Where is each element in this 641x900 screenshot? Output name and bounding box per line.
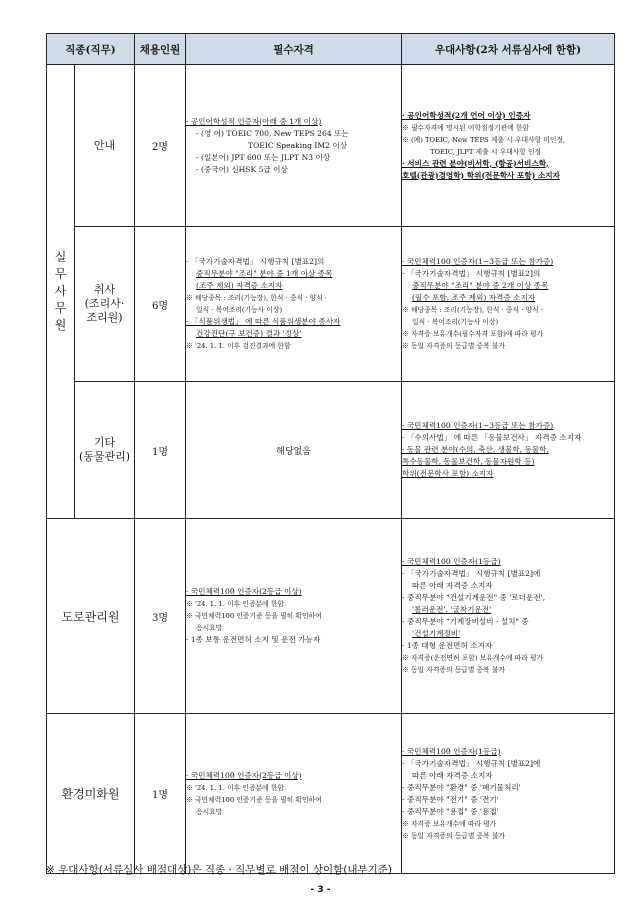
preferred-cell: · 국민체력100 인증자(1~3등급 또는 참가증) · 「국가기술자격법」 시행규칙 [별표2]의 중직무분야 "조리" 분야 중 2개 이상 종목 (필수 포함, 조주 제외) 자격증 소지자 ※ 해당종목 : 조리(기능장), 한식 · 중식 · 양식 · 일식 · 복어조리(기능사 이상) ※ 자격증 보유개수(필수자격 포함)에 따라 평가 ※ 동일 자격증의 등급별 중복 불가 bbox=[402, 227, 615, 382]
table-row bbox=[47, 519, 615, 714]
preferred-cell: · 국민체력100 인증자(1등급) · 「국가기술자격법」 시행규칙 [별표2]에 따른 아래 자격증 소지자 - 중직무분야 "환경" 중 '폐기물처리' - 중직무분야 "전기" 중 '전기' - 중직무분야 "용접" 중 '용접' ※ 자격증 보유개수에 따라 평가 ※ 동일 자격증의 등급별 중복 불가 bbox=[402, 714, 615, 874]
required-cell: · 국민체력100 인증자(2등급 이상) ※ '24. 1. 1. 이후 인증분에 한함 ※ 국민체력100 인증기준 등을 필히 확인하여 응시요망 · 1종 보통 운전면허 소지 및 운전 가능자 bbox=[186, 519, 402, 714]
job-name: 취사 (조리사· 조리원) bbox=[75, 227, 135, 382]
job-name: 기타 (동물관리) bbox=[75, 382, 135, 519]
job-count: 2명 bbox=[135, 65, 186, 227]
table-row bbox=[47, 382, 615, 519]
required-cell: · 「국가기술자격법」 시행규칙 [별표2]의 중직무분야 "조리" 분야 중 1개 이상 종목 (조주 제외) 자격증 소지자 ※ 해당종목 : 조리(기능장), 한식 · 중식 · 양식 · 일식 · 복어조리(기능사 이상) · 「식품위생법」 에 따른 식품위생분야 종사자 건강진단(구 보건증) 결과 '정상' ※ '24. 1. 1. 이후 검진결과에 한함 bbox=[186, 227, 402, 382]
table-row bbox=[47, 65, 615, 227]
preferred-cell: · 국민체력100 인증자(1등급) · 「국가기술자격법」 시행규칙 [별표2]에 따른 아래 자격증 소지자 - 중직무분야 "건설기계운전" 중 '로더운전', '롤러운전', '굴착기운전' - 중직무분야 "기계장비설비 · 설치" 중 '건설기계정비' · 1종 대형 운전면허 소지자 ※ 자격증(운전면허 포함) 보유개수에 따라 평가 ※ 동일 자격증의 등급별 중복 불가 bbox=[402, 519, 615, 714]
header-preferred: 우대사항(2차 서류심사에 한함) bbox=[402, 34, 615, 65]
job-name: 도로관리원 bbox=[47, 519, 135, 714]
table-row bbox=[47, 714, 615, 874]
required-cell: · 공인어학성적 인증자(아래 중 1개 이상) - (영 어) TOEIC 700, New TEPS 264 또는 TOEIC Speaking IM2 이상 - (일본어) JPT 600 또는 JLPT N3 이상 - (중국어) 신HSK 5급 이상 bbox=[186, 65, 402, 227]
job-count: 6명 bbox=[135, 227, 186, 382]
preferred-cell: · 공인어학성적(2개 언어 이상) 인증자 ※ 필수자격에 명시된 어학점정기관에 한함 ※ (예) TOEIC, New TEPS 제출 시 우대사항 미인정, TOEIC, JLPT 제출 시 우대사항 인정 · 서비스 관련 분야(비서학, (항공)서비스학, 호텔(관광)경영학) 학위(전문학사 포함) 소지자 bbox=[402, 65, 615, 227]
header-job: 직종(직무) bbox=[47, 34, 135, 65]
job-name: 환경미화원 bbox=[47, 714, 135, 874]
table-row bbox=[47, 227, 615, 382]
job-name: 안내 bbox=[75, 65, 135, 227]
job-count: 1명 bbox=[135, 382, 186, 519]
required-cell: 해당없음 bbox=[186, 382, 402, 519]
required-cell: · 국민체력100 인증자(2등급 이상) ※ '24. 1. 1. 이후 인증분에 한함 ※ 국민체력100 인증기준 등을 필히 확인하여 응시요망 bbox=[186, 714, 402, 874]
recruitment-table bbox=[46, 33, 615, 874]
header-row bbox=[47, 34, 615, 65]
group-label: 실 무 사 무 원 bbox=[47, 65, 75, 519]
page-number: - 3 - bbox=[310, 885, 331, 895]
job-count: 3명 bbox=[135, 519, 186, 714]
header-required: 필수자격 bbox=[186, 34, 402, 65]
footnote: ※ 우대사항(서류심사 배점대상)은 직종 · 직무별로 배점이 상이함(내부기준) bbox=[46, 864, 393, 876]
header-count: 채용인원 bbox=[135, 34, 186, 65]
job-count: 1명 bbox=[135, 714, 186, 874]
preferred-cell: · 국민체력100 인증자(1~3등급 또는 참가증) · 「수의사법」 에 따른 「동물보건사」 자격증 소지자 · 동물 관련 분야(수의, 축산, 생물학, 동물학, 특수동물학, 동물보건학, 동물자원학 등) 학위(전문학사 포함) 소지자 bbox=[402, 382, 615, 519]
